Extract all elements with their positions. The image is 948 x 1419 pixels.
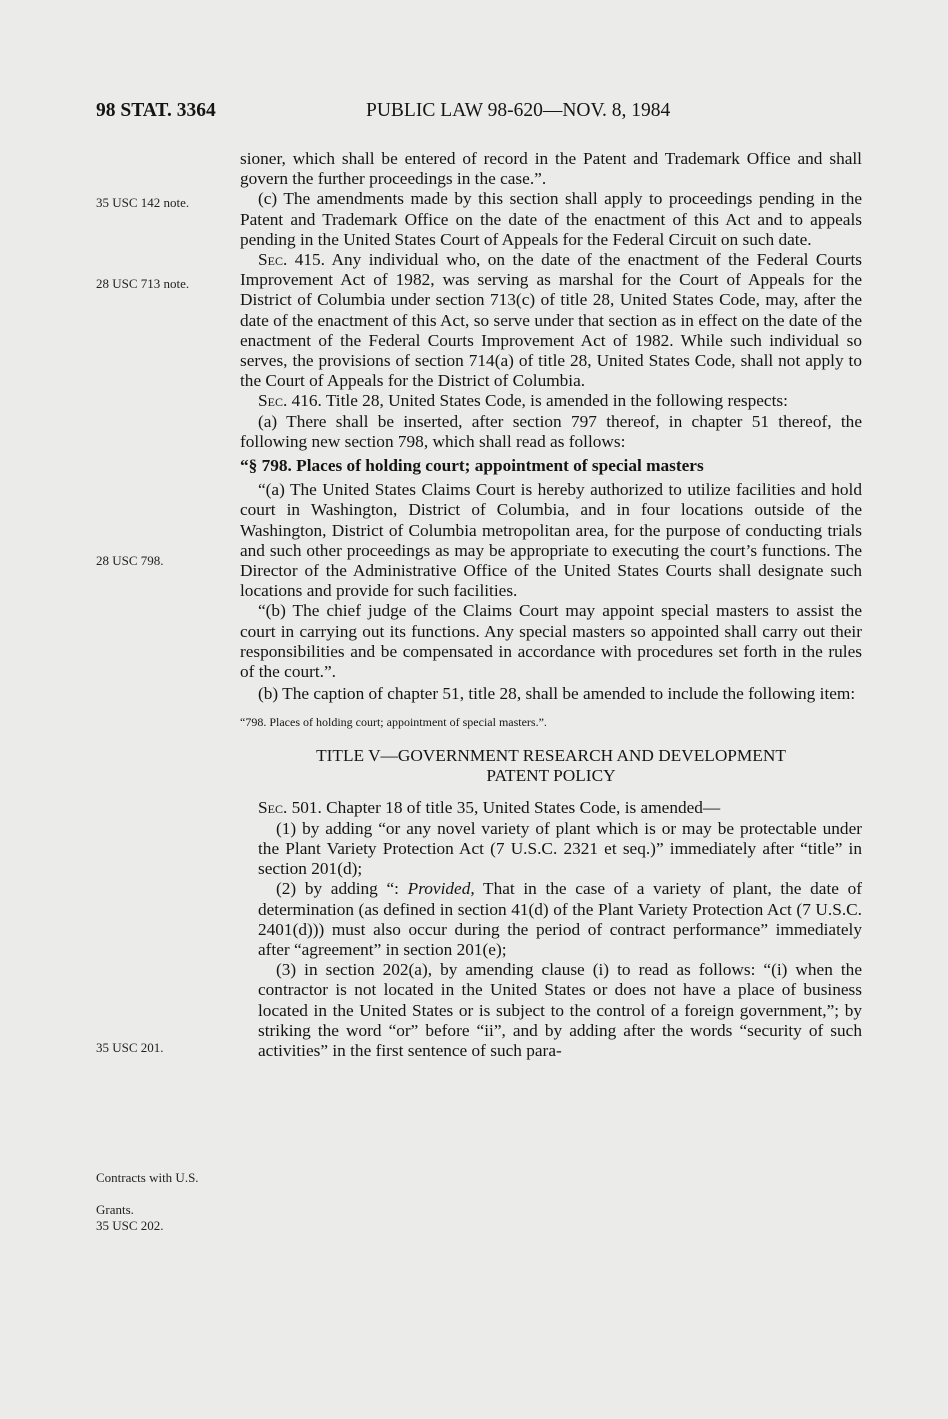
statute-text (240, 149, 862, 1061)
public-law-citation: PUBLIC LAW 98-620—NOV. 8, 1984 (366, 100, 671, 121)
item-text: That in the case of a variety of plant, the date of determination (as defined in section 41(d) of the Plant Variety Protection Act (7 U.S.C. 2401(d))) must also occur during the period of contract performance” immediately after “agreement” in section 201(e); (258, 879, 862, 959)
section-text: 415. Any individual who, on the date of the enactment of the Federal Courts Improvement Act of 1982, was serving as marshal for the Court of Appeals for the District of Columbia under section 713(c) of title 28, United States Code, may, after the date of the enactment of this Act, so serve under that section as in effect on the date of the enactment of the Federal Courts Improvement Act of 1982. While such individual so serves, the provisions of section 714(a) of title 28, United States Code, shall not apply to the Court of Appeals for the District of Columbia. (240, 250, 862, 391)
margin-note: Grants. (96, 1202, 134, 1217)
list-item (240, 879, 862, 960)
caption-item: “798. Places of holding court; appointment of special masters.”. (240, 715, 547, 730)
title-v-line: PATENT POLICY (486, 766, 616, 786)
paragraph: (b) The caption of chapter 51, title 28, shall be amended to include the following item: (258, 684, 856, 704)
paragraph: sioner, which shall be entered of record in the Patent and Trademark Office and shall govern the further proceedings in the case.”. (240, 149, 862, 189)
section-text: 501. Chapter 18 of title 35, United States Code, is amended— (291, 798, 721, 818)
list-item: (1) by adding “or any novel variety of plant which is or may be protectable under the Plant Variety Protection Act (7 U.S.C. 2321 et seq.)” immediately after “title” in section 201(d); (258, 818, 862, 879)
section-text: 416. Title 28, United States Code, is amended in the following respects: (291, 391, 788, 411)
title-v-heading (240, 746, 862, 786)
paragraph: (c) The amendments made by this section shall apply to proceedings pending in the Patent and Trademark Office on the date of the enactment of this Act and to appeals pending in the United States Court of Appeals for the Federal Circuit on such date. (240, 189, 862, 249)
item-italic: Provided, (407, 879, 475, 899)
paragraph: “(b) The chief judge of the Claims Court may appoint special masters to assist the court in carrying out its functions. Any special masters so appointed shall carry out their responsibilities and be compensated in accordance with procedures set forth in the rules of the court.”. (240, 601, 862, 682)
paragraph: (a) There shall be inserted, after section 797 thereof, in chapter 51 thereof, the following new section 798, which shall read as follows: (240, 411, 862, 451)
margin-note: 28 USC 798. (96, 553, 164, 568)
margin-note: Contracts with U.S. (96, 1170, 199, 1185)
margin-note: 28 USC 713 note. (96, 276, 190, 291)
list-item: (3) in section 202(a), by amending clause (i) to read as follows: “(i) when the contractor is not located in the United States or does not have a place of business located in the United States or is subject to the control of a foreign government,”; by striking the word “or” before “ii”, and by adding after the words “security of such activities” in the first sentence of such para- (258, 960, 862, 1060)
section-label: Sec. (258, 798, 288, 818)
paragraph-sec-415 (240, 250, 862, 391)
paragraph-sec-501 (240, 798, 862, 818)
section-label: Sec. (258, 250, 288, 270)
paragraph: “(a) The United States Claims Court is hereby authorized to utilize facilities and hold court in Washington, District of Columbia, and in four locations outside of the Washington, District of Columbia metropolitan area, for the purpose of conducting trials and such other proceedings as may be appropriate to executing the court’s functions. The Director of the Administrative Office of the United States Courts shall designate such locations and provide for such facilities. (240, 480, 862, 601)
stat-page-number: 98 STAT. 3364 (96, 100, 216, 121)
margin-note: 35 USC 202. (96, 1218, 164, 1233)
page-header (96, 100, 866, 130)
margin-note: 35 USC 142 note. (96, 195, 190, 210)
section-798-heading: “§ 798. Places of holding court; appointment of special masters (240, 456, 704, 476)
paragraph-sec-416 (240, 391, 862, 411)
section-label: Sec. (258, 391, 288, 411)
title-v-line: TITLE V—GOVERNMENT RESEARCH AND DEVELOPMENT (316, 746, 786, 766)
margin-note: 35 USC 201. (96, 1040, 164, 1055)
item-text: (2) by adding “: (276, 879, 408, 899)
